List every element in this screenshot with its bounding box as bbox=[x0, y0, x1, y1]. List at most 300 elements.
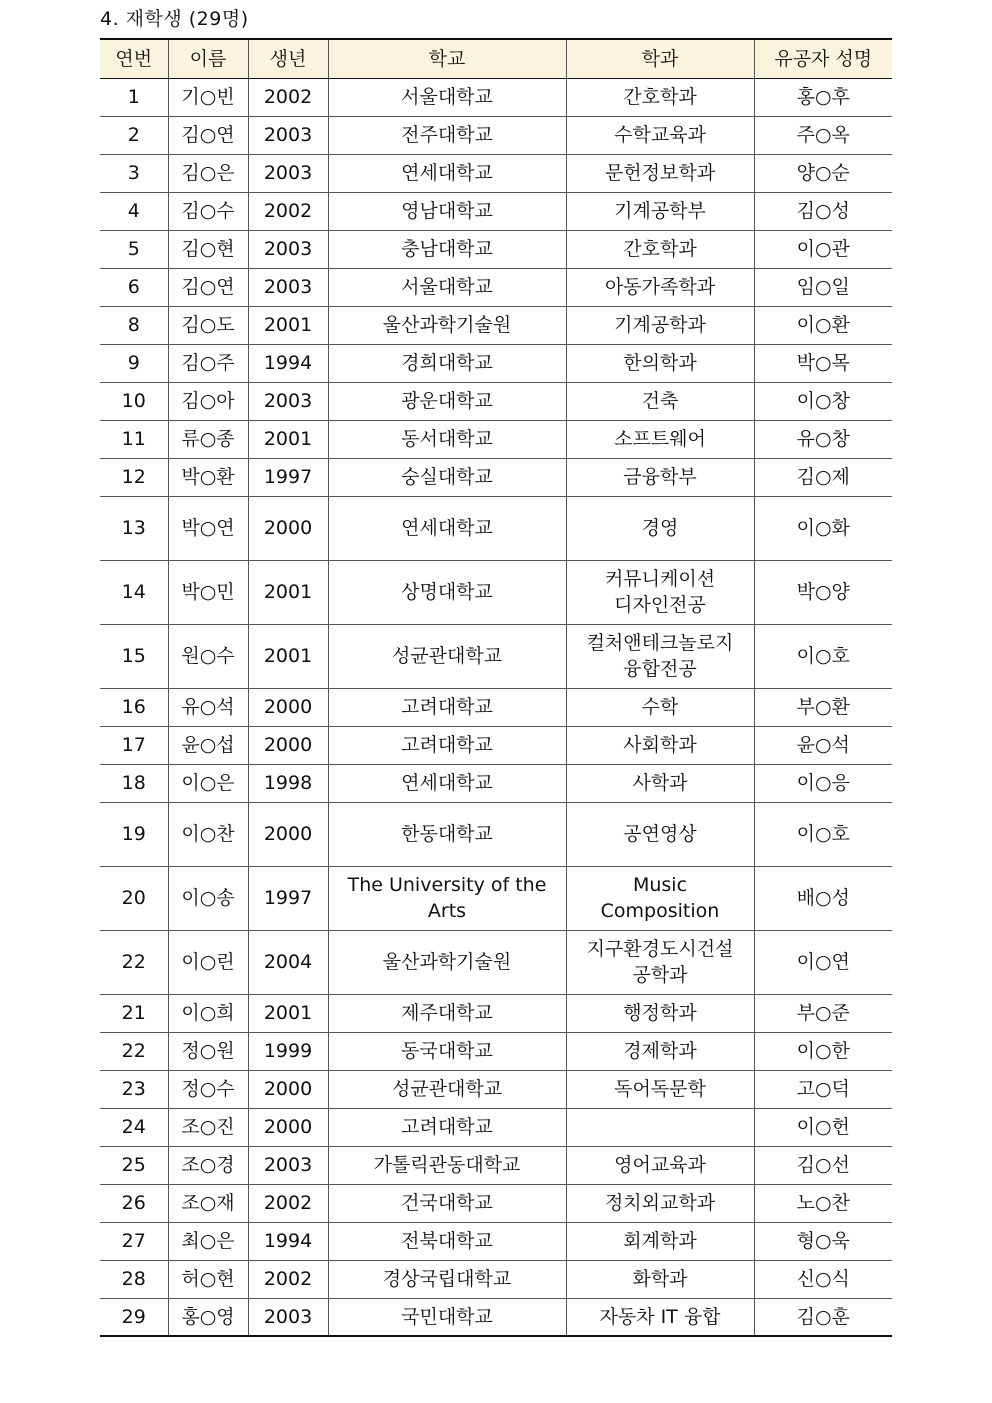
cell-school bbox=[328, 382, 566, 420]
cell-name bbox=[168, 1260, 248, 1298]
cell-no bbox=[100, 930, 168, 994]
table-row bbox=[100, 866, 892, 930]
table-row bbox=[100, 458, 892, 496]
cell-department-text: 간호학과 bbox=[623, 86, 697, 108]
cell-name bbox=[168, 1298, 248, 1336]
cell-patriot-name-text: 주○옥 bbox=[796, 124, 850, 146]
cell-no bbox=[100, 1184, 168, 1222]
cell-birth-year-text: 2000 bbox=[263, 734, 313, 756]
cell-patriot-name-text: 이○환 bbox=[796, 314, 850, 336]
cell-birth-year bbox=[248, 192, 328, 230]
cell-department-text: 회계학과 bbox=[623, 1230, 697, 1252]
cell-name bbox=[168, 306, 248, 344]
cell-birth-year-text: 2003 bbox=[263, 276, 313, 298]
cell-name-text: 정○수 bbox=[181, 1078, 235, 1100]
cell-patriot-name bbox=[754, 866, 892, 930]
cell-birth-year bbox=[248, 802, 328, 866]
cell-school-text: 성균관대학교 bbox=[391, 645, 503, 667]
cell-department bbox=[566, 764, 754, 802]
cell-birth-year-text: 2000 bbox=[263, 1078, 313, 1100]
cell-no bbox=[100, 458, 168, 496]
cell-department-text: 사학과 bbox=[632, 772, 688, 794]
cell-birth-year-text: 1994 bbox=[263, 352, 313, 374]
cell-birth-year-text: 2002 bbox=[263, 200, 313, 222]
cell-name bbox=[168, 1070, 248, 1108]
cell-department bbox=[566, 344, 754, 382]
cell-patriot-name bbox=[754, 154, 892, 192]
cell-no-text: 27 bbox=[121, 1230, 146, 1252]
cell-birth-year-text: 1997 bbox=[263, 466, 313, 488]
cell-department bbox=[566, 994, 754, 1032]
cell-birth-year bbox=[248, 268, 328, 306]
cell-no-text: 17 bbox=[121, 734, 146, 756]
cell-name-text: 김○아 bbox=[181, 390, 235, 412]
column-header-department: 학과 bbox=[566, 39, 754, 78]
cell-school bbox=[328, 268, 566, 306]
cell-patriot-name-text: 이○한 bbox=[796, 1040, 850, 1062]
cell-birth-year-text: 1998 bbox=[263, 772, 313, 794]
cell-department-text: 공연영상 bbox=[623, 823, 697, 845]
cell-department bbox=[566, 78, 754, 116]
cell-patriot-name bbox=[754, 1070, 892, 1108]
cell-patriot-name bbox=[754, 344, 892, 382]
cell-birth-year-text: 2004 bbox=[263, 951, 313, 973]
cell-school bbox=[328, 116, 566, 154]
cell-patriot-name-text: 이○관 bbox=[796, 238, 850, 260]
cell-no bbox=[100, 230, 168, 268]
cell-no-text: 4 bbox=[127, 200, 140, 222]
cell-department-text: 디자인전공 bbox=[614, 594, 706, 616]
cell-department-text: Composition bbox=[600, 900, 720, 922]
cell-name-text: 이○희 bbox=[181, 1002, 235, 1024]
cell-school-text: 국민대학교 bbox=[401, 1305, 493, 1328]
cell-patriot-name bbox=[754, 1108, 892, 1146]
cell-no bbox=[100, 688, 168, 726]
cell-school bbox=[328, 344, 566, 382]
cell-no bbox=[100, 1108, 168, 1146]
cell-birth-year bbox=[248, 344, 328, 382]
cell-school bbox=[328, 1108, 566, 1146]
cell-no bbox=[100, 560, 168, 624]
cell-patriot-name-text: 이○응 bbox=[796, 772, 850, 794]
cell-name bbox=[168, 1184, 248, 1222]
cell-birth-year-text: 2003 bbox=[263, 238, 313, 260]
cell-patriot-name bbox=[754, 726, 892, 764]
cell-no-text: 22 bbox=[121, 951, 146, 973]
cell-patriot-name bbox=[754, 268, 892, 306]
cell-birth-year bbox=[248, 382, 328, 420]
cell-patriot-name bbox=[754, 420, 892, 458]
cell-birth-year bbox=[248, 560, 328, 624]
cell-department-text: 지구환경도시건설 bbox=[586, 938, 734, 960]
cell-school bbox=[328, 726, 566, 764]
cell-name-text: 김○수 bbox=[181, 200, 235, 222]
cell-patriot-name-text: 김○제 bbox=[796, 466, 850, 488]
cell-school-text: The University of the bbox=[347, 874, 547, 896]
cell-school-text: 연세대학교 bbox=[401, 517, 493, 539]
cell-name-text: 유○석 bbox=[181, 696, 235, 718]
cell-no-text: 1 bbox=[127, 86, 140, 108]
cell-patriot-name bbox=[754, 192, 892, 230]
table-row bbox=[100, 726, 892, 764]
cell-birth-year-text: 2003 bbox=[263, 1305, 313, 1328]
cell-name-text: 류○종 bbox=[181, 428, 235, 450]
cell-school-text: 연세대학교 bbox=[401, 162, 493, 184]
cell-name bbox=[168, 866, 248, 930]
cell-no bbox=[100, 306, 168, 344]
cell-patriot-name bbox=[754, 764, 892, 802]
cell-name-text: 허○현 bbox=[181, 1268, 235, 1290]
cell-school-text: 고려대학교 bbox=[401, 1116, 493, 1138]
cell-department bbox=[566, 458, 754, 496]
cell-department-text: 간호학과 bbox=[623, 238, 697, 260]
table-row bbox=[100, 192, 892, 230]
cell-department-text: 건축 bbox=[641, 390, 679, 412]
cell-birth-year-text: 2000 bbox=[263, 1116, 313, 1138]
cell-department-text: 영어교육과 bbox=[614, 1154, 706, 1176]
cell-name-text: 조○재 bbox=[181, 1192, 235, 1214]
cell-department bbox=[566, 306, 754, 344]
cell-department bbox=[566, 1184, 754, 1222]
cell-name-text: 조○진 bbox=[181, 1116, 235, 1138]
table-row bbox=[100, 230, 892, 268]
cell-birth-year-text: 2003 bbox=[263, 162, 313, 184]
cell-department-text: 기계공학부 bbox=[614, 200, 706, 222]
cell-department-text: 커뮤니케이션 bbox=[604, 568, 716, 590]
cell-name-text: 정○원 bbox=[181, 1040, 235, 1062]
cell-name bbox=[168, 382, 248, 420]
cell-school-text: 동국대학교 bbox=[401, 1040, 493, 1062]
cell-name-text: 윤○섭 bbox=[181, 734, 235, 756]
cell-birth-year-text: 1994 bbox=[263, 1230, 313, 1252]
cell-school-text: 고려대학교 bbox=[401, 734, 493, 756]
cell-department-text: 행정학과 bbox=[623, 1002, 697, 1024]
cell-department-text: 정치외교학과 bbox=[604, 1192, 716, 1214]
cell-no-text: 23 bbox=[121, 1078, 146, 1100]
table-row bbox=[100, 116, 892, 154]
cell-department bbox=[566, 154, 754, 192]
cell-patriot-name bbox=[754, 306, 892, 344]
cell-no bbox=[100, 726, 168, 764]
cell-school bbox=[328, 192, 566, 230]
cell-no-text: 11 bbox=[121, 428, 146, 450]
cell-school-text: 상명대학교 bbox=[401, 581, 493, 603]
table-row bbox=[100, 154, 892, 192]
table-row bbox=[100, 344, 892, 382]
column-header-name: 이름 bbox=[168, 39, 248, 78]
cell-department bbox=[566, 1146, 754, 1184]
cell-school-text: 한동대학교 bbox=[401, 823, 493, 845]
cell-name-text: 김○도 bbox=[181, 314, 235, 336]
cell-school-text: 광운대학교 bbox=[401, 390, 493, 412]
cell-school bbox=[328, 230, 566, 268]
cell-patriot-name-text: 이○화 bbox=[796, 517, 850, 539]
cell-no-text: 9 bbox=[127, 352, 140, 374]
cell-birth-year-text: 2000 bbox=[263, 517, 313, 539]
column-header-patriot-name: 유공자 성명 bbox=[754, 39, 892, 78]
cell-name-text: 이○은 bbox=[181, 772, 235, 794]
cell-no-text: 24 bbox=[121, 1116, 146, 1138]
cell-birth-year bbox=[248, 930, 328, 994]
cell-name bbox=[168, 496, 248, 560]
cell-birth-year-text: 2001 bbox=[263, 314, 313, 336]
cell-birth-year-text: 2003 bbox=[263, 124, 313, 146]
cell-name bbox=[168, 1108, 248, 1146]
cell-birth-year bbox=[248, 230, 328, 268]
cell-no-text: 25 bbox=[121, 1154, 146, 1176]
cell-birth-year-text: 2000 bbox=[263, 823, 313, 845]
cell-birth-year bbox=[248, 866, 328, 930]
cell-no bbox=[100, 764, 168, 802]
cell-school-text: 울산과학기술원 bbox=[382, 314, 512, 336]
cell-patriot-name bbox=[754, 78, 892, 116]
cell-patriot-name bbox=[754, 116, 892, 154]
cell-no bbox=[100, 344, 168, 382]
cell-birth-year bbox=[248, 306, 328, 344]
cell-patriot-name-text: 윤○석 bbox=[796, 734, 850, 756]
cell-patriot-name-text: 이○연 bbox=[796, 951, 850, 973]
cell-name-text: 이○송 bbox=[181, 887, 235, 909]
cell-school bbox=[328, 560, 566, 624]
cell-no-text: 6 bbox=[127, 276, 140, 298]
cell-name-text: 김○현 bbox=[181, 238, 235, 260]
cell-patriot-name-text: 이○호 bbox=[796, 823, 850, 845]
table-row bbox=[100, 496, 892, 560]
cell-school-text: 충남대학교 bbox=[401, 238, 493, 260]
cell-department-text: 수학교육과 bbox=[614, 124, 706, 146]
cell-no bbox=[100, 624, 168, 688]
cell-department bbox=[566, 496, 754, 560]
cell-department bbox=[566, 230, 754, 268]
cell-department bbox=[566, 726, 754, 764]
cell-no-text: 10 bbox=[121, 390, 146, 412]
cell-department bbox=[566, 688, 754, 726]
cell-patriot-name bbox=[754, 624, 892, 688]
cell-no-text: 14 bbox=[121, 581, 146, 603]
cell-department bbox=[566, 1222, 754, 1260]
cell-no bbox=[100, 866, 168, 930]
cell-patriot-name bbox=[754, 1146, 892, 1184]
cell-no bbox=[100, 420, 168, 458]
cell-no-text: 19 bbox=[121, 823, 146, 845]
cell-name bbox=[168, 268, 248, 306]
cell-department-text: 수학 bbox=[641, 696, 679, 718]
cell-school bbox=[328, 764, 566, 802]
cell-name-text: 김○은 bbox=[181, 162, 235, 184]
section-title: 4. 재학생 (29명) bbox=[100, 8, 249, 30]
cell-no bbox=[100, 1032, 168, 1070]
cell-school bbox=[328, 458, 566, 496]
cell-birth-year bbox=[248, 1184, 328, 1222]
cell-name bbox=[168, 344, 248, 382]
cell-birth-year bbox=[248, 458, 328, 496]
cell-school bbox=[328, 154, 566, 192]
cell-name bbox=[168, 78, 248, 116]
cell-department-text: 경영 bbox=[641, 517, 679, 539]
cell-birth-year bbox=[248, 154, 328, 192]
cell-birth-year bbox=[248, 496, 328, 560]
table-row bbox=[100, 1184, 892, 1222]
cell-name bbox=[168, 1222, 248, 1260]
cell-no bbox=[100, 1146, 168, 1184]
cell-patriot-name-text: 유○창 bbox=[796, 428, 850, 450]
table-row bbox=[100, 78, 892, 116]
cell-name-text: 김○주 bbox=[181, 352, 235, 374]
cell-school bbox=[328, 1146, 566, 1184]
cell-name bbox=[168, 230, 248, 268]
cell-no bbox=[100, 802, 168, 866]
cell-patriot-name-text: 부○준 bbox=[796, 1002, 850, 1024]
cell-no-text: 3 bbox=[127, 162, 140, 184]
cell-no bbox=[100, 1260, 168, 1298]
table-row bbox=[100, 1108, 892, 1146]
cell-department-text: 금융학부 bbox=[623, 466, 697, 488]
cell-school bbox=[328, 1070, 566, 1108]
cell-department bbox=[566, 1108, 754, 1146]
cell-name-text: 홍○영 bbox=[181, 1305, 235, 1328]
cell-school-text: 연세대학교 bbox=[401, 772, 493, 794]
cell-birth-year-text: 1997 bbox=[263, 887, 313, 909]
cell-patriot-name bbox=[754, 560, 892, 624]
cell-school-text: 가톨릭관동대학교 bbox=[373, 1154, 521, 1176]
cell-patriot-name bbox=[754, 930, 892, 994]
cell-department-text: 기계공학과 bbox=[614, 314, 706, 336]
column-header-birth-year: 생년 bbox=[248, 39, 328, 78]
cell-no bbox=[100, 192, 168, 230]
cell-department bbox=[566, 116, 754, 154]
cell-department bbox=[566, 624, 754, 688]
cell-school-text: 울산과학기술원 bbox=[382, 951, 512, 973]
cell-name bbox=[168, 994, 248, 1032]
column-header-school: 학교 bbox=[328, 39, 566, 78]
cell-name-text: 원○수 bbox=[181, 645, 235, 667]
cell-school bbox=[328, 1184, 566, 1222]
table-row bbox=[100, 1298, 892, 1336]
cell-patriot-name bbox=[754, 230, 892, 268]
cell-no bbox=[100, 1298, 168, 1336]
cell-birth-year bbox=[248, 726, 328, 764]
cell-name bbox=[168, 930, 248, 994]
cell-department-text: 융합전공 bbox=[623, 658, 697, 680]
cell-patriot-name-text: 김○선 bbox=[796, 1154, 850, 1176]
cell-patriot-name bbox=[754, 496, 892, 560]
cell-name bbox=[168, 624, 248, 688]
table-row bbox=[100, 560, 892, 624]
cell-school-text: Arts bbox=[427, 900, 467, 922]
cell-patriot-name-text: 형○욱 bbox=[796, 1230, 850, 1252]
cell-birth-year bbox=[248, 688, 328, 726]
cell-name-text: 박○민 bbox=[181, 581, 235, 603]
cell-department bbox=[566, 382, 754, 420]
column-header-no: 연번 bbox=[100, 39, 168, 78]
cell-name-text: 기○빈 bbox=[181, 86, 235, 108]
table-row bbox=[100, 994, 892, 1032]
cell-name-text: 박○환 bbox=[181, 466, 235, 488]
cell-no-text: 2 bbox=[127, 124, 140, 146]
table-row bbox=[100, 268, 892, 306]
cell-birth-year bbox=[248, 1070, 328, 1108]
cell-department bbox=[566, 420, 754, 458]
cell-birth-year bbox=[248, 994, 328, 1032]
cell-patriot-name bbox=[754, 1260, 892, 1298]
cell-birth-year bbox=[248, 78, 328, 116]
cell-no-text: 20 bbox=[121, 887, 146, 909]
cell-patriot-name-text: 박○양 bbox=[796, 581, 850, 603]
cell-school-text: 제주대학교 bbox=[401, 1002, 493, 1024]
cell-birth-year bbox=[248, 1260, 328, 1298]
cell-school-text: 전북대학교 bbox=[401, 1230, 493, 1252]
cell-no bbox=[100, 154, 168, 192]
cell-birth-year bbox=[248, 116, 328, 154]
cell-school-text: 영남대학교 bbox=[401, 200, 493, 222]
cell-patriot-name bbox=[754, 1184, 892, 1222]
cell-no bbox=[100, 496, 168, 560]
cell-department-text: 공학과 bbox=[632, 964, 688, 986]
table-body bbox=[100, 78, 892, 1336]
cell-patriot-name bbox=[754, 382, 892, 420]
cell-name bbox=[168, 726, 248, 764]
cell-no bbox=[100, 1070, 168, 1108]
cell-patriot-name-text: 김○훈 bbox=[796, 1305, 850, 1328]
cell-school bbox=[328, 866, 566, 930]
table-header-row bbox=[100, 39, 892, 78]
cell-patriot-name-text: 이○창 bbox=[796, 390, 850, 412]
cell-name bbox=[168, 192, 248, 230]
cell-name bbox=[168, 420, 248, 458]
cell-department-text: 자동차 IT 융합 bbox=[599, 1305, 721, 1328]
cell-school-text: 건국대학교 bbox=[401, 1192, 493, 1214]
cell-name bbox=[168, 1146, 248, 1184]
cell-department-text: 컬처앤테크놀로지 bbox=[586, 632, 734, 654]
table-row bbox=[100, 1070, 892, 1108]
cell-department-text: 독어독문학 bbox=[614, 1078, 706, 1100]
cell-name-text: 최○은 bbox=[181, 1230, 235, 1252]
cell-patriot-name-text: 배○성 bbox=[796, 887, 850, 909]
cell-birth-year bbox=[248, 624, 328, 688]
cell-patriot-name bbox=[754, 994, 892, 1032]
cell-birth-year-text: 2002 bbox=[263, 86, 313, 108]
cell-patriot-name bbox=[754, 802, 892, 866]
cell-name bbox=[168, 1032, 248, 1070]
cell-birth-year-text: 2001 bbox=[263, 428, 313, 450]
cell-school bbox=[328, 624, 566, 688]
cell-no bbox=[100, 116, 168, 154]
cell-birth-year bbox=[248, 1032, 328, 1070]
table-row bbox=[100, 764, 892, 802]
cell-name bbox=[168, 116, 248, 154]
cell-school bbox=[328, 994, 566, 1032]
cell-department bbox=[566, 1298, 754, 1336]
cell-department bbox=[566, 560, 754, 624]
cell-no-text: 28 bbox=[121, 1268, 146, 1290]
cell-department bbox=[566, 866, 754, 930]
cell-birth-year bbox=[248, 420, 328, 458]
cell-school-text: 숭실대학교 bbox=[401, 466, 493, 488]
cell-department-text: 소프트웨어 bbox=[614, 428, 706, 450]
cell-birth-year bbox=[248, 1298, 328, 1336]
cell-patriot-name bbox=[754, 1032, 892, 1070]
table-row bbox=[100, 802, 892, 866]
table-row bbox=[100, 624, 892, 688]
table-row bbox=[100, 1146, 892, 1184]
cell-department bbox=[566, 268, 754, 306]
cell-department bbox=[566, 802, 754, 866]
cell-school bbox=[328, 306, 566, 344]
cell-name bbox=[168, 154, 248, 192]
cell-name-text: 조○경 bbox=[181, 1154, 235, 1176]
cell-school-text: 서울대학교 bbox=[401, 86, 493, 108]
cell-birth-year bbox=[248, 1108, 328, 1146]
